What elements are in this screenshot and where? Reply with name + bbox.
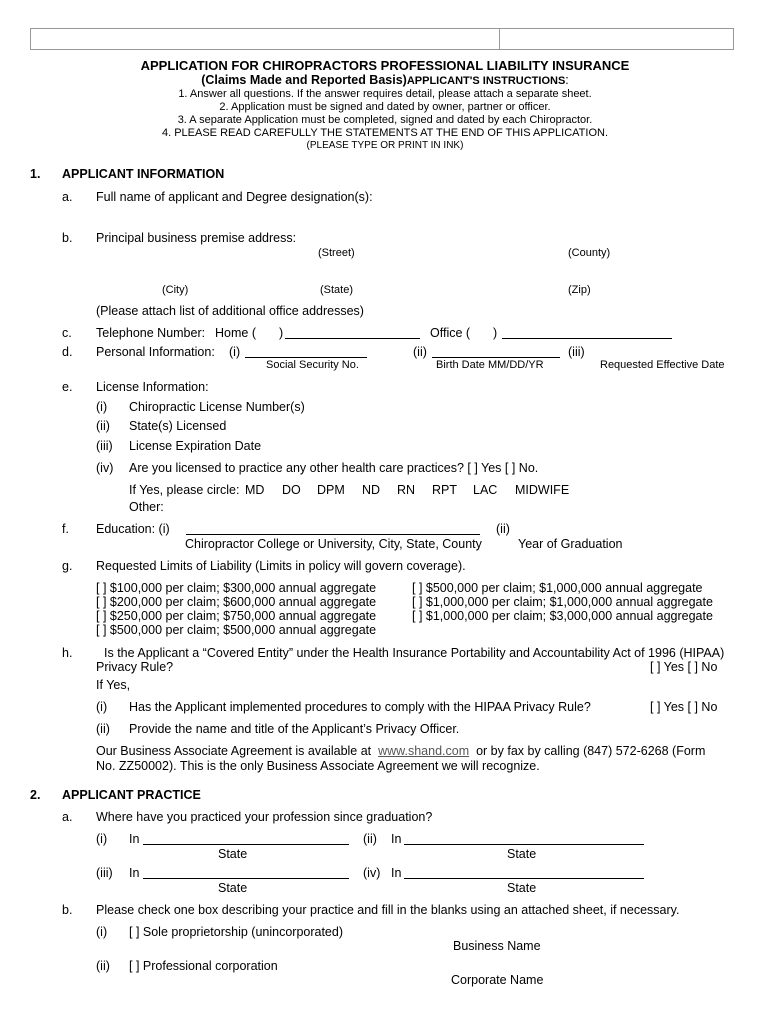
practice-type-i-num: (i)	[96, 925, 108, 939]
item-2a-letter: a.	[62, 810, 73, 824]
graduation-year-caption: Year of Graduation	[518, 537, 623, 551]
license-item-num: (iv)	[96, 461, 114, 475]
circle-option-rn[interactable]: RN	[397, 483, 416, 497]
state-caption: State	[218, 847, 248, 861]
state-caption: State	[507, 881, 537, 895]
practice-state-3-field[interactable]	[143, 878, 349, 879]
item-e-letter: e.	[62, 380, 73, 394]
hipaa-i-num: (i)	[96, 700, 108, 714]
county-caption: (County)	[568, 247, 611, 259]
city-caption: (City)	[162, 284, 189, 296]
additional-addresses-note: (Please attach list of additional office addresses)	[96, 304, 364, 318]
sole-proprietorship-checkbox[interactable]: [ ] Sole proprietorship (unincorporated)	[129, 925, 344, 939]
form-subtitle	[0, 73, 770, 87]
form-header-box	[30, 28, 734, 50]
item-c-letter: c.	[62, 326, 72, 340]
practice-iv-num: (iv)	[363, 866, 381, 880]
section-1-title: APPLICANT INFORMATION	[62, 167, 225, 181]
practice-in-label: In	[129, 866, 140, 880]
hipaa-question-cont: Privacy Rule?	[96, 660, 174, 674]
baa-text	[96, 744, 736, 758]
privacy-officer-label: Provide the name and title of the Applicant’s Privacy Officer.	[129, 722, 460, 736]
limit-option[interactable]: [ ] $200,000 per claim; $600,000 annual aggregate	[96, 595, 377, 609]
effective-date-caption: Requested Effective Date	[600, 359, 725, 371]
limit-option[interactable]: [ ] $100,000 per claim; $300,000 annual aggregate	[96, 581, 377, 595]
birth-date-field[interactable]	[432, 357, 560, 358]
item-b-letter: b.	[62, 231, 73, 245]
zip-caption: (Zip)	[568, 284, 591, 296]
ssn-caption: Social Security No.	[266, 359, 359, 371]
license-item-num: (i)	[96, 400, 108, 414]
business-address-label: Principal business premise address:	[96, 231, 297, 245]
item-d-letter: d.	[62, 345, 73, 359]
circle-option-midwife[interactable]: MIDWIFE	[515, 483, 570, 497]
personal-i: (i)	[229, 345, 241, 359]
section-2-title: APPLICANT PRACTICE	[62, 788, 201, 802]
baa-text-line2: No. ZZ50002). This is the only Business Associate Agreement we will recognize.	[96, 759, 540, 773]
practice-history-label: Where have you practiced your profession since graduation?	[96, 810, 433, 824]
circle-option-nd[interactable]: ND	[362, 483, 381, 497]
license-expiration-label: License Expiration Date	[129, 439, 262, 453]
other-label: Other:	[129, 500, 164, 514]
hipaa-compliance-question: Has the Applicant implemented procedures to comply with the HIPAA Privacy Rule?	[129, 700, 591, 714]
personal-ii: (ii)	[413, 345, 427, 359]
professional-corporation-checkbox[interactable]: [ ] Professional corporation	[129, 959, 278, 973]
practice-state-4-field[interactable]	[404, 878, 644, 879]
circle-option-do[interactable]: DO	[282, 483, 301, 497]
section-2-number: 2.	[30, 788, 41, 802]
education-ii: (ii)	[496, 522, 510, 536]
practice-type-ii-num: (ii)	[96, 959, 110, 973]
practice-in-label: In	[391, 866, 402, 880]
baa-text-end: or by fax by calling (847) 572-6268 (Form	[476, 744, 706, 758]
practice-ii-num: (ii)	[363, 832, 377, 846]
section-1-number: 1.	[30, 167, 41, 181]
education-label: Education: (i)	[96, 522, 170, 536]
college-field[interactable]	[186, 534, 480, 535]
office-phone-close: )	[493, 326, 498, 340]
ssn-field[interactable]	[245, 357, 367, 358]
type-or-print-note: (PLEASE TYPE OR PRINT IN INK)	[306, 140, 464, 151]
home-phone-close: )	[279, 326, 284, 340]
practice-i-num: (i)	[96, 832, 108, 846]
hipaa-yes-no[interactable]: [ ] Yes [ ] No	[650, 660, 718, 674]
limit-option[interactable]: [ ] $1,000,000 per claim; $1,000,000 annual aggregate	[412, 595, 713, 609]
states-licensed-label: State(s) Licensed	[129, 419, 227, 433]
office-phone-label: Office (	[430, 326, 471, 340]
office-phone-field[interactable]	[502, 338, 672, 339]
instruction-2: 2. Application must be signed and dated by owner, partner or officer.	[219, 101, 551, 113]
home-phone-field[interactable]	[285, 338, 420, 339]
state-caption: State	[218, 881, 248, 895]
circle-option-lac[interactable]: LAC	[473, 483, 498, 497]
practice-in-label: In	[129, 832, 140, 846]
limit-option[interactable]: [ ] $500,000 per claim; $1,000,000 annual aggregate	[412, 581, 703, 595]
license-info-label: License Information:	[96, 380, 209, 394]
form-title: APPLICATION FOR CHIROPRACTORS PROFESSIONAL LIABILITY INSURANCE	[140, 58, 630, 73]
item-f-letter: f.	[62, 522, 69, 536]
item-h-letter: h.	[62, 646, 73, 660]
item-a-letter: a.	[62, 190, 73, 204]
home-phone-label: Home (	[215, 326, 256, 340]
subtitle-instructions: APPLICANT'S INSTRUCTIONS	[406, 75, 566, 87]
corporate-name-caption: Corporate Name	[451, 973, 544, 987]
business-name-caption: Business Name	[453, 939, 541, 953]
limits-label: Requested Limits of Liability (Limits in policy will govern coverage).	[96, 559, 466, 573]
form-header-divider	[499, 29, 500, 49]
personal-iii: (iii)	[568, 345, 585, 359]
subtitle-colon: :	[565, 73, 569, 87]
if-yes-label: If Yes,	[96, 678, 131, 692]
item-2b-letter: b.	[62, 903, 73, 917]
hipaa-question: Is the Applicant a “Covered Entity” under the Health Insurance Portability and Accountability Act of 1996 (HIPAA)	[104, 646, 725, 660]
shand-website-link[interactable]: www.shand.com	[378, 744, 470, 758]
birth-date-caption: Birth Date MM/DD/YR	[436, 359, 544, 371]
hipaa-compliance-yes-no[interactable]: [ ] Yes [ ] No	[650, 700, 718, 714]
instruction-3: 3. A separate Application must be completed, signed and dated by each Chiropractor.	[177, 114, 593, 126]
state-caption: (State)	[320, 284, 354, 296]
practice-in-label: In	[391, 832, 402, 846]
full-name-label: Full name of applicant and Degree designation(s):	[96, 190, 373, 204]
license-item-num: (ii)	[96, 419, 110, 433]
limit-option[interactable]: [ ] $250,000 per claim; $750,000 annual aggregate	[96, 609, 377, 623]
practice-state-1-field[interactable]	[143, 844, 349, 845]
limit-option[interactable]: [ ] $500,000 per claim; $500,000 annual aggregate	[96, 623, 377, 637]
other-practice-question: Are you licensed to practice any other health care practices? [ ] Yes [ ] No.	[129, 461, 539, 475]
item-g-letter: g.	[62, 559, 73, 573]
practice-type-label: Please check one box describing your practice and fill in the blanks using an attached sheet, if necessary.	[96, 903, 680, 917]
baa-text-start: Our Business Associate Agreement is available at	[96, 744, 372, 758]
telephone-label: Telephone Number:	[96, 326, 206, 340]
limit-option[interactable]: [ ] $1,000,000 per claim; $3,000,000 annual aggregate	[412, 609, 713, 623]
license-number-label: Chiropractic License Number(s)	[129, 400, 305, 414]
practice-state-2-field[interactable]	[404, 844, 644, 845]
instruction-4: 4. PLEASE READ CAREFULLY THE STATEMENTS AT THE END OF THIS APPLICATION.	[161, 127, 609, 139]
college-caption: Chiropractor College or University, City, State, County	[185, 537, 482, 551]
practice-iii-num: (iii)	[96, 866, 113, 880]
circle-option-dpm[interactable]: DPM	[317, 483, 345, 497]
license-item-num: (iii)	[96, 439, 113, 453]
instruction-1: 1. Answer all questions. If the answer requires detail, please attach a separate sheet.	[178, 88, 592, 100]
circle-option-md[interactable]: MD	[245, 483, 265, 497]
subtitle-basis: (Claims Made and Reported Basis)	[201, 73, 407, 87]
circle-option-rpt[interactable]: RPT	[432, 483, 457, 497]
state-caption: State	[507, 847, 537, 861]
street-caption: (Street)	[318, 247, 355, 259]
circle-label: If Yes, please circle:	[129, 483, 240, 497]
hipaa-ii-num: (ii)	[96, 722, 110, 736]
personal-info-label: Personal Information:	[96, 345, 215, 359]
